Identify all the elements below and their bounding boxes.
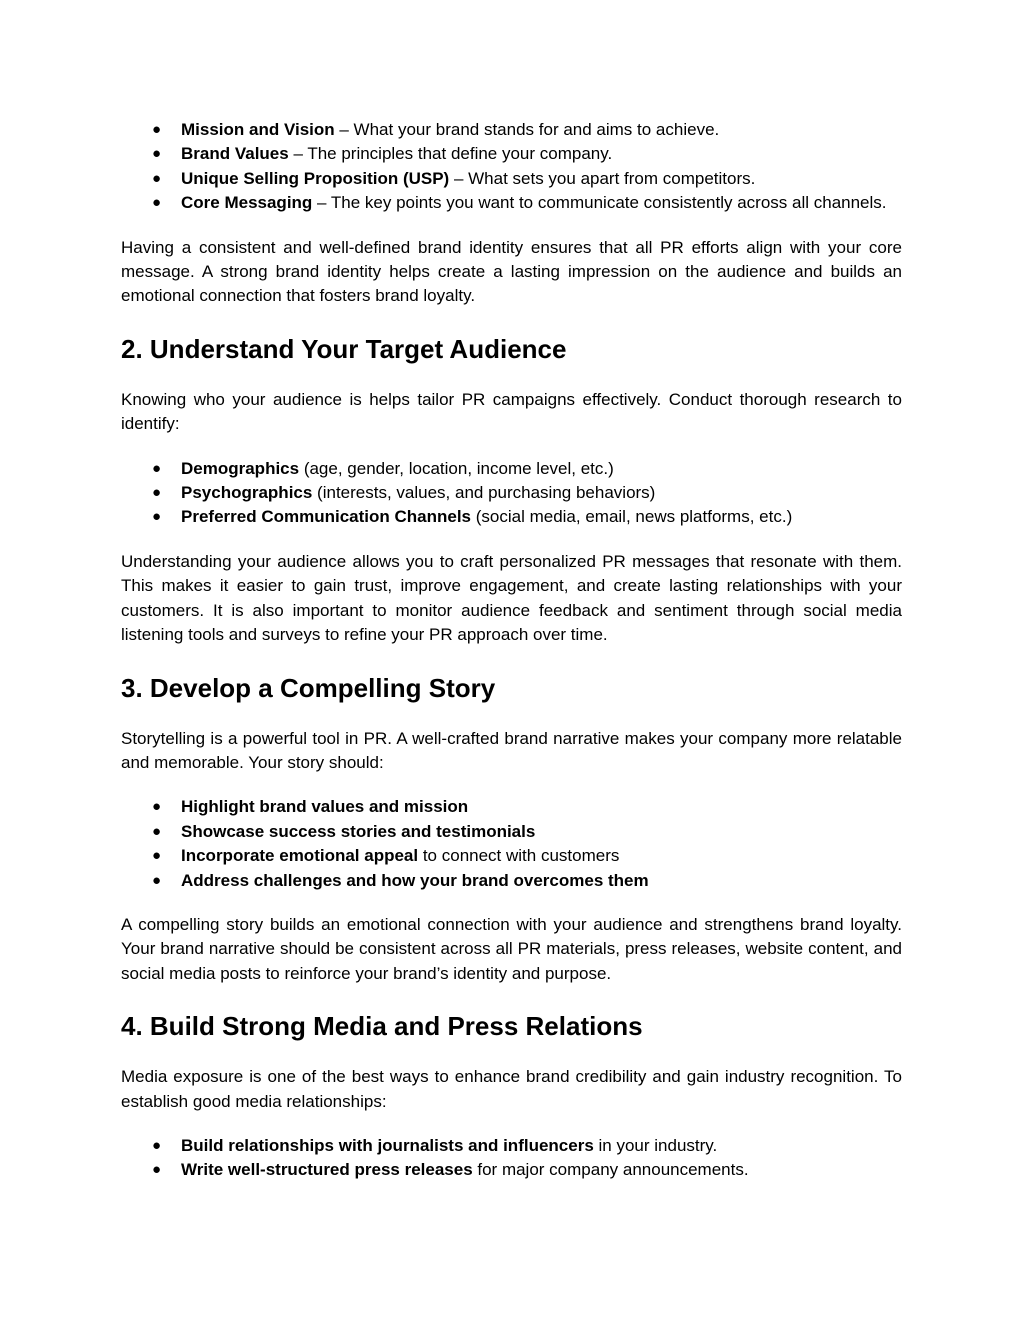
list-item — [121, 191, 902, 215]
section-heading-media: 4. Build Strong Media and Press Relations — [121, 1011, 643, 1042]
list-item — [121, 481, 902, 505]
list-item — [121, 142, 902, 166]
list-item-term: Write well-structured press releases — [181, 1160, 473, 1180]
bullet-icon: ● — [152, 847, 162, 865]
list-item-term: Mission and Vision — [181, 120, 335, 139]
list-item-text: (social media, email, news platforms, etc.) — [471, 507, 793, 527]
list-item-term: Showcase success stories and testimonials — [181, 821, 536, 841]
audience-lead-paragraph: Knowing who your audience is helps tailor PR campaigns effectively. Conduct thorough research to identify: — [121, 389, 902, 434]
bullet-icon: ● — [152, 145, 162, 163]
list-item-text: – The key points you want to communicate consistently across all channels. — [312, 193, 887, 213]
list-item-term: Psychographics — [181, 483, 313, 503]
brand-identity-paragraph: Having a consistent and well-defined brand identity ensures that all PR efforts align with your core message. A strong brand identity helps create a lasting impression on the audience and builds an emotional connection that fosters brand loyalty. — [121, 237, 902, 306]
bullet-icon: ● — [152, 508, 162, 526]
list-item-text: – The principles that define your company. — [288, 144, 613, 164]
bullet-icon: ● — [152, 484, 162, 502]
list-item-text: – What sets you apart from competitors. — [449, 168, 756, 188]
list-item-term: Highlight brand values and mission — [181, 797, 469, 817]
bullet-icon: ● — [152, 1161, 162, 1179]
story-lead-paragraph: Storytelling is a powerful tool in PR. A well-crafted brand narrative makes your company more relatable and memorable. Your story should: — [121, 728, 902, 772]
list-item-term: Build relationships with journalists and influencers — [181, 1135, 594, 1155]
media-list — [121, 1134, 902, 1183]
list-item — [121, 795, 902, 819]
bullet-icon: ● — [152, 798, 162, 816]
section-heading-story: 3. Develop a Compelling Story — [121, 672, 496, 703]
brand-identity-list — [121, 118, 902, 216]
list-item-text: (age, gender, location, income level, etc.) — [299, 458, 614, 478]
story-closing-paragraph: A compelling story builds an emotional connection with your audience and strengthens brand loyalty. Your brand narrative should be consistent across all PR materials, press releases, website content, and social media posts to reinforce your brand’s identity and purpose. — [121, 914, 902, 983]
bullet-icon: ● — [152, 121, 162, 138]
bullet-icon: ● — [152, 169, 162, 187]
list-item-term: Unique Selling Proposition (USP) — [181, 168, 450, 188]
audience-list — [121, 457, 902, 530]
list-item-term: Incorporate emotional appeal — [181, 846, 419, 866]
list-item — [121, 1158, 902, 1182]
list-item-text: – What your brand stands for and aims to achieve. — [334, 120, 720, 139]
list-item — [121, 820, 902, 844]
list-item-term: Address challenges and how your brand overcomes them — [181, 870, 649, 890]
list-item-text: to connect with customers — [418, 846, 620, 866]
story-list — [121, 795, 902, 893]
bullet-icon: ● — [152, 1136, 162, 1154]
list-item — [121, 844, 902, 868]
section-heading-audience: 2. Understand Your Target Audience — [121, 333, 567, 364]
bullet-icon: ● — [152, 459, 162, 477]
list-item — [121, 167, 902, 191]
bullet-icon: ● — [152, 822, 162, 840]
media-lead-paragraph: Media exposure is one of the best ways to enhance brand credibility and gain industry recognition. To establish good media relationships: — [121, 1067, 902, 1111]
list-item — [121, 1134, 902, 1158]
list-item — [121, 869, 902, 893]
list-item-term: Preferred Communication Channels — [181, 507, 472, 527]
list-item-term: Demographics — [181, 458, 300, 478]
bullet-icon: ● — [152, 194, 162, 212]
audience-closing-paragraph: Understanding your audience allows you to craft personalized PR messages that resonate with them. This makes it easier to gain trust, improve engagement, and create lasting relationships with your customers. It is also important to monitor audience feedback and sentiment through social media listening tools and surveys to refine your PR approach over time. — [121, 551, 902, 645]
list-item — [121, 457, 902, 481]
list-item-term: Brand Values — [181, 144, 289, 164]
bullet-icon: ● — [152, 871, 162, 889]
list-item — [121, 505, 902, 529]
list-item-term: Core Messaging — [181, 193, 313, 213]
list-item — [121, 118, 902, 142]
list-item-text: in your industry. — [593, 1135, 718, 1155]
list-item-text: for major company announcements. — [472, 1160, 749, 1180]
list-item-text: (interests, values, and purchasing behaviors) — [312, 483, 656, 503]
